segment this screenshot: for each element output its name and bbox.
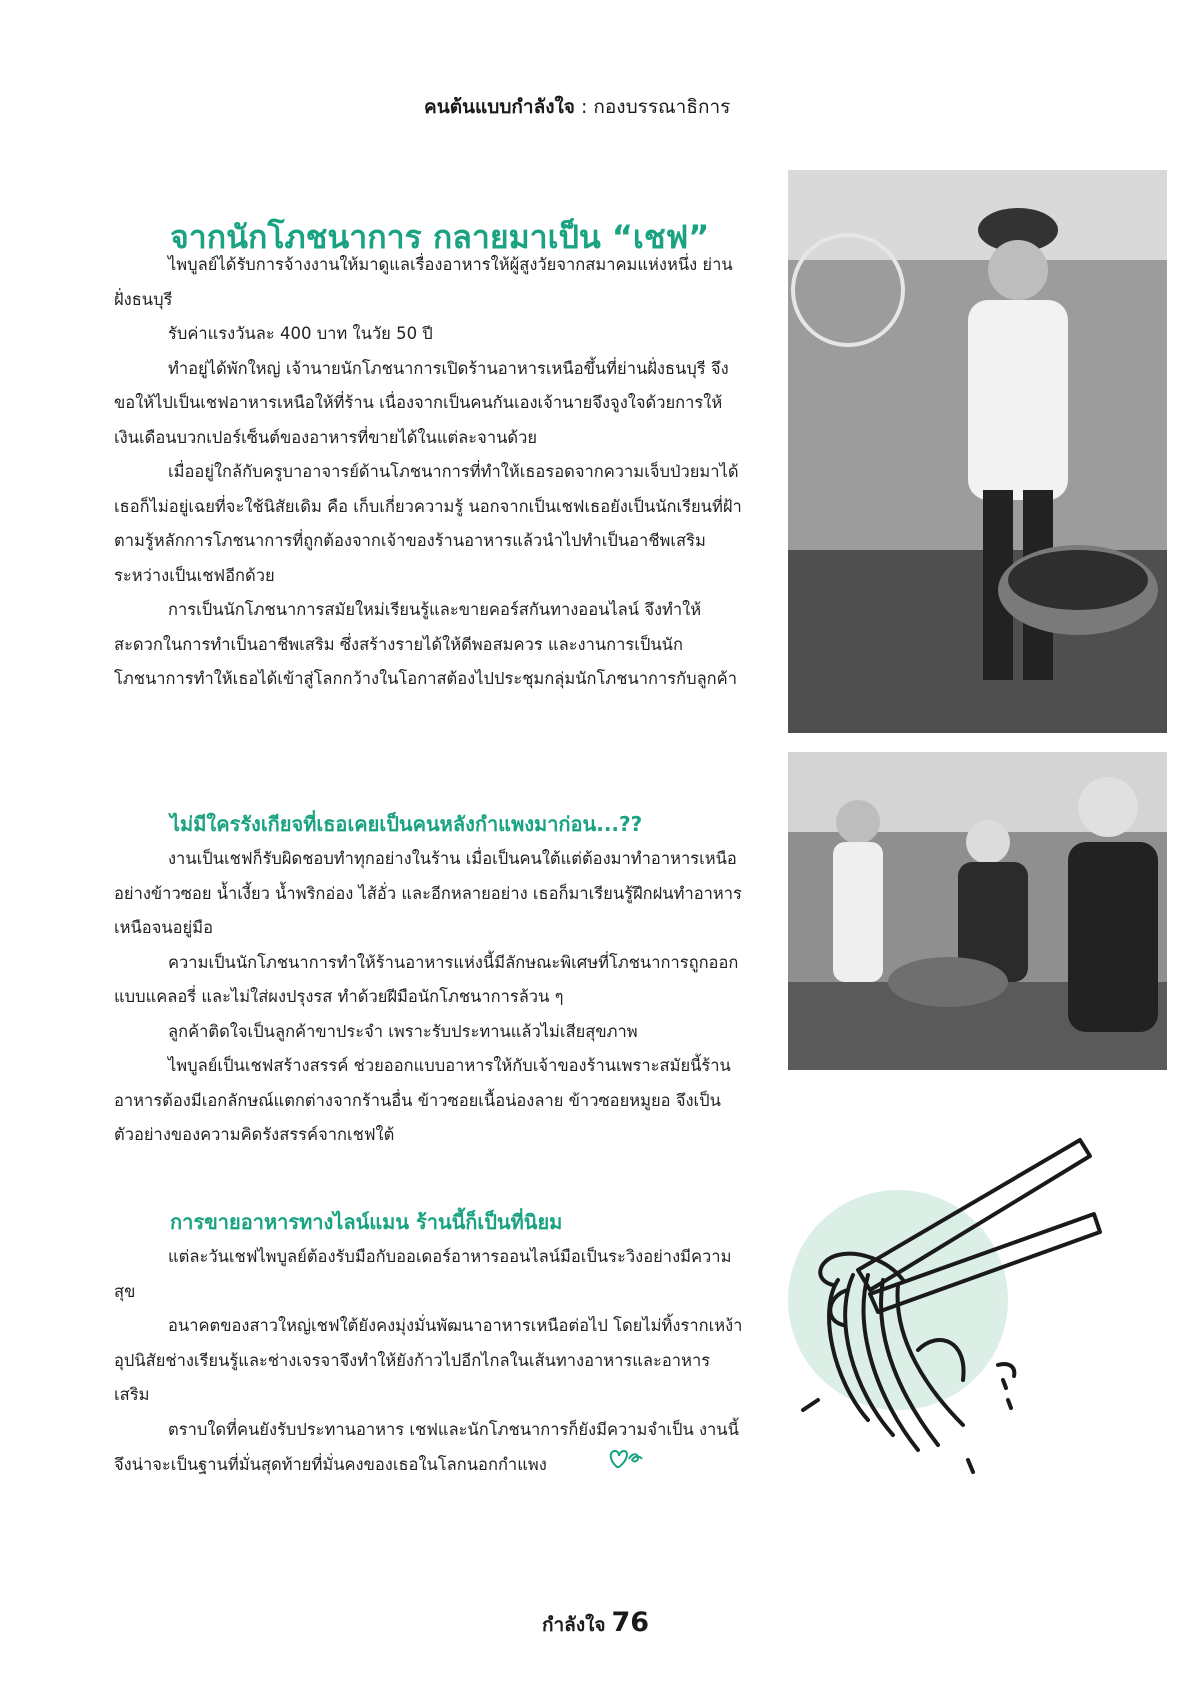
paragraph: รับค่าแรงวันละ 400 บาท ในวัย 50 ปี: [168, 324, 433, 343]
chef-cooking-photo: [788, 170, 1167, 733]
heart-doodle-icon: [553, 1447, 647, 1484]
article-title: จากนักโภชนาการ กลายมาเป็น “เชฟ”: [170, 218, 710, 256]
magazine-name: กำลังใจ: [542, 1614, 606, 1636]
paragraph: [114, 1413, 744, 1484]
section-2-body: [114, 842, 744, 1153]
author-credit: กองบรรณาธิการ: [593, 96, 731, 118]
section-3-body: [114, 1240, 744, 1484]
page-number: 76: [611, 1607, 650, 1638]
closing-text: ตราบใดที่คนยังรับประทานอาหาร เชฟและนักโภชนาการก็ยังมีความจำเป็น งานนี้จึงน่าจะเป็นฐานที่มั่นสุดท้ายที่มั่นคงของเธอในโลกนอกกำแพง: [114, 1419, 739, 1474]
chef-cooking-illustration: [788, 170, 1167, 733]
page-footer: [542, 1607, 702, 1640]
paragraph: ไพบูลย์ได้รับการจ้างงานให้มาดูแลเรื่องอาหารให้ผู้สูงวัยจากสมาคมแห่งหนึ่ง ย่านฝั่งธนบุรี: [114, 255, 733, 309]
paragraph: ทำอยู่ได้พักใหญ่ เจ้านายนักโภชนาการเปิดร้านอาหารเหนือขึ้นที่ย่านฝั่งธนบุรี จึงขอให้ไปเป็นเชฟอาหารเหนือให้ที่ร้าน เนื่องจากเป็นคนกันเองเจ้านายจึงจูงใจด้วยการให้เงินเดือนบวกเปอร์เซ็นต์ของอาหารที่ขายได้ในแต่ละจานด้วย: [114, 358, 729, 447]
section-2-heading: ไม่มีใครรังเกียจที่เธอเคยเป็นคนหลังกำแพงมาก่อน...??: [170, 812, 643, 836]
header-separator: :: [574, 96, 594, 118]
noodles-chopsticks-icon: [778, 1080, 1108, 1480]
paragraph: การเป็นนักโภชนาการสมัยใหม่เรียนรู้และขายคอร์สกันทางออนไลน์ จึงทำให้สะดวกในการทำเป็นอาชีพเสริม ซึ่งสร้างรายได้ให้ดีพอสมควร และงานการเป็นนักโภชนาการทำให้เธอได้เข้าสู่โลกกว้างในโอกาสต้องไปประชุมกลุ่มนักโภชนาการกับลูกค้า: [114, 600, 737, 688]
paragraph: อนาคตของสาวใหญ่เชฟใต้ยังคงมุ่งมั่นพัฒนาอาหารเหนือต่อไป โดยไม่ทิ้งรากเหง้าอุปนิสัยช่างเรียนรู้และช่างเจรจาจึงทำให้ยังก้าวไปอีกไกลในเส้นทางอาหารและอาหารเสริม: [114, 1316, 743, 1404]
kitchen-team-illustration: [788, 752, 1167, 1070]
page-header: [424, 92, 784, 122]
kitchen-team-photo: [788, 752, 1167, 1070]
column-title: คนต้นแบบกำลังใจ: [424, 96, 575, 118]
paragraph: แต่ละวันเชฟไพบูลย์ต้องรับมือกับออเดอร์อาหารออนไลน์มือเป็นระวิงอย่างมีความสุข: [114, 1247, 732, 1301]
section-3-heading: การขายอาหารทางไลน์แมน ร้านนี้ก็เป็นที่นิยม: [170, 1210, 563, 1234]
section-1-body: [114, 248, 744, 697]
paragraph: งานเป็นเชฟก็รับผิดชอบทำทุกอย่างในร้าน เมื่อเป็นคนใต้แต่ต้องมาทำอาหารเหนืออย่างข้าวซอย น้ำเงี้ยว น้ำพริกอ่อง ไส้อั่ว และอีกหลายอย่าง เธอก็มาเรียนรู้ฝึกฝนทำอาหารเหนือจนอยู่มือ: [114, 849, 742, 937]
paragraph: ไพบูลย์เป็นเชฟสร้างสรรค์ ช่วยออกแบบอาหารให้กับเจ้าของร้านเพราะสมัยนี้ร้านอาหารต้องมีเอกลักษณ์แตกต่างจากร้านอื่น ข้าวซอยเนื้อน่องลาย ข้าวซอยหมูยอ จึงเป็นตัวอย่างของความคิดรังสรรค์จากเชฟใต้: [114, 1056, 731, 1144]
paragraph: เมื่ออยู่ใกล้กับครูบาอาจารย์ด้านโภชนาการที่ทำให้เธอรอดจากความเจ็บป่วยมาได้ เธอก็ไม่อยู่เฉยที่จะใช้นิสัยเดิม คือ เก็บเกี่ยวความรู้ นอกจากเป็นเชฟเธอยังเป็นนักเรียนที่ฝ้าตามรู้หลักการโภชนาการที่ถูกต้องจากเจ้าของร้านอาหารแล้วนำไปทำเป็นอาชีพเสริมระหว่างเป็นเชฟอีกด้วย: [114, 462, 742, 585]
paragraph: ความเป็นนักโภชนาการทำให้ร้านอาหารแห่งนี้มีลักษณะพิเศษที่โภชนาการถูกออกแบบแคลอรี่ และไม่ใส่ผงปรุงรส ทำด้วยฝีมือนักโภชนาการล้วน ๆ: [114, 952, 739, 1006]
paragraph: ลูกค้าติดใจเป็นลูกค้าขาประจำ เพราะรับประทานแล้วไม่เสียสุขภาพ: [168, 1021, 638, 1041]
